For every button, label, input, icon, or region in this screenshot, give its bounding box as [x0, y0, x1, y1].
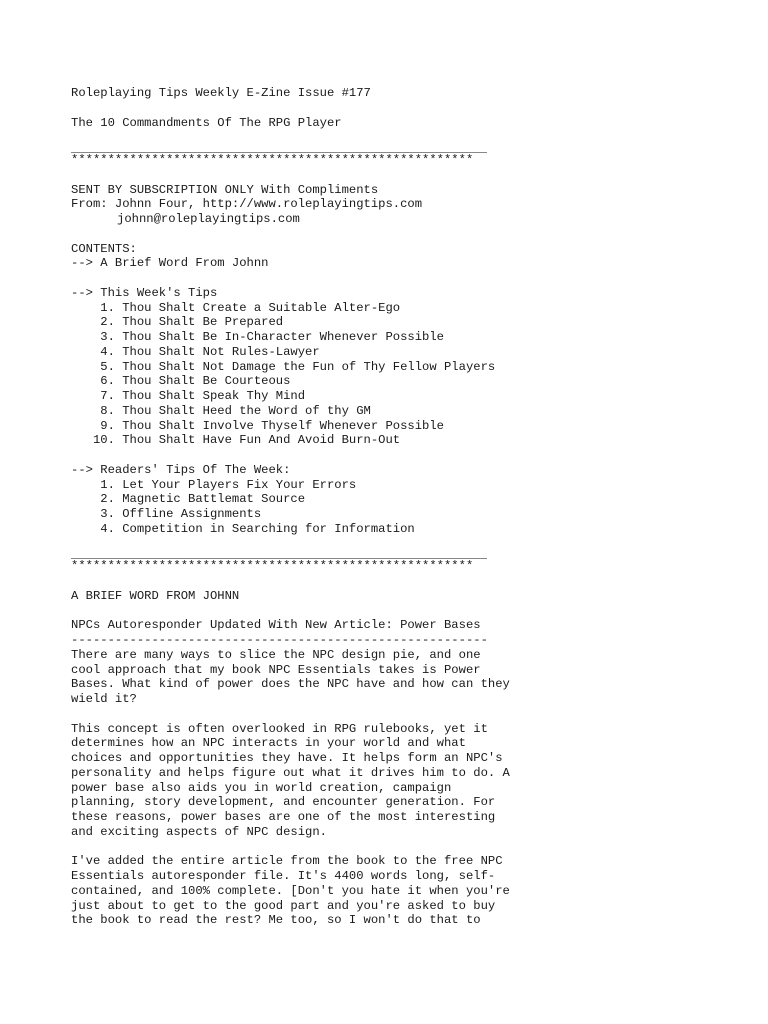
paragraph-line: wield it?	[71, 692, 137, 706]
paragraph-line: these reasons, power bases are one of the most interesting	[71, 810, 496, 824]
paragraph-line: Bases. What kind of power does the NPC have and how can they	[71, 677, 510, 692]
paragraph-line: choices and opportunities they have. It helps form an NPC's	[71, 751, 503, 765]
weeks-tip-item: 5. Thou Shalt Not Damage the Fun of Thy Fellow Players	[71, 359, 496, 374]
dash-divider: ---------------------------------------------------------	[71, 633, 488, 647]
subscription-notice: SENT BY SUBSCRIPTION ONLY With Compliments	[71, 182, 379, 197]
paragraph-line: I've added the entire article from the book to the free NPC	[71, 854, 503, 869]
weeks-tip-item: 4. Thou Shalt Not Rules-Lawyer	[71, 344, 320, 359]
readers-tip-item: 1. Let Your Players Fix Your Errors	[71, 477, 357, 492]
weeks-tip-item: 3. Thou Shalt Be In-Character Whenever Possible	[71, 330, 444, 344]
contents-item-readers-tips: --> Readers' Tips Of The Week:	[71, 462, 291, 477]
paragraph-line: determines how an NPC interacts in your world and what	[71, 736, 466, 751]
ezine-title: Roleplaying Tips Weekly E-Zine Issue #177	[71, 86, 371, 100]
weeks-tip-item: 6. Thou Shalt Be Courteous	[71, 374, 291, 389]
paragraph-line: personality and helps figure out what it drives him to do. A	[71, 765, 510, 780]
paragraph-line: planning, story development, and encounter generation. For	[71, 795, 496, 810]
weeks-tip-item: 7. Thou Shalt Speak Thy Mind	[71, 389, 306, 403]
weeks-tip-item: 10. Thou Shalt Have Fun And Avoid Burn-Out	[71, 433, 401, 448]
contents-item-weeks-tips: --> This Week's Tips	[71, 285, 218, 300]
contents-item-brief-word: --> A Brief Word From Johnn	[71, 256, 269, 271]
paragraph-line: contained, and 100% complete. [Don't you hate it when you're	[71, 883, 510, 898]
ezine-document	[71, 86, 751, 928]
paragraph-line: and exciting aspects of NPC design.	[71, 824, 327, 839]
readers-tip-item: 2. Magnetic Battlemat Source	[71, 492, 306, 507]
readers-tip-item: 3. Offline Assignments	[71, 507, 262, 521]
readers-tip-item: 4. Competition in Searching for Information	[71, 521, 415, 536]
contents-heading: CONTENTS:	[71, 241, 137, 256]
issue-subtitle: The 10 Commandments Of The RPG Player	[71, 115, 342, 130]
paragraph-line: This concept is often overlooked in RPG rulebooks, yet it	[71, 721, 488, 736]
star-divider: *******************************************************	[71, 559, 474, 574]
paragraph-line: Essentials autoresponder file. It's 4400 words long, self-	[71, 869, 496, 883]
weeks-tip-item: 2. Thou Shalt Be Prepared	[71, 315, 284, 330]
weeks-tip-item: 1. Thou Shalt Create a Suitable Alter-Ego	[71, 300, 401, 315]
star-divider: *******************************************************	[71, 153, 474, 167]
weeks-tip-item: 9. Thou Shalt Involve Thyself Whenever Possible	[71, 418, 444, 433]
weeks-tip-item: 8. Thou Shalt Heed the Word of thy GM	[71, 403, 371, 418]
article-title: NPCs Autoresponder Updated With New Article: Power Bases	[71, 618, 481, 633]
section-heading-brief-word: A BRIEF WORD FROM JOHNN	[71, 588, 240, 603]
paragraph-line: the book to read the rest? Me too, so I won't do that to	[71, 913, 481, 928]
paragraph-line: cool approach that my book NPC Essentials takes is Power	[71, 662, 481, 677]
contact-email: johnn@roleplayingtips.com	[117, 212, 300, 226]
paragraph-line: power base also aids you in world creation, campaign	[71, 780, 452, 795]
paragraph-line: There are many ways to slice the NPC design pie, and one	[71, 647, 481, 662]
from-line: From: Johnn Four, http://www.roleplayingtips.com	[71, 197, 423, 212]
paragraph-line: just about to get to the good part and you're asked to buy	[71, 898, 496, 913]
